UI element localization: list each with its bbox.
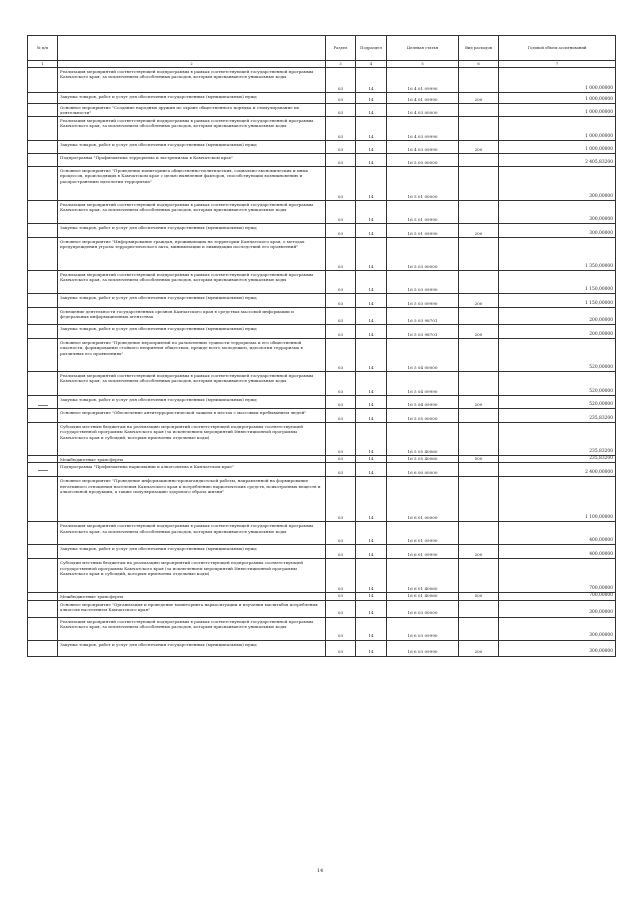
cell-podrazdel: 14 bbox=[356, 271, 387, 294]
cell-num bbox=[28, 308, 58, 325]
cell-num bbox=[28, 593, 58, 600]
cell-num bbox=[28, 167, 58, 201]
cell-obem: 1 000,00000 bbox=[499, 68, 616, 93]
cell-razdel: 03 bbox=[326, 559, 356, 593]
table-row bbox=[28, 396, 616, 409]
cell-razdel: 03 bbox=[326, 238, 356, 271]
cell-obem: 400,00000 bbox=[499, 545, 616, 559]
cell-vid: 200 bbox=[459, 294, 499, 308]
cell-podrazdel: 14 bbox=[356, 456, 387, 463]
cell-vid: 200 bbox=[459, 141, 499, 154]
cell-razdel: 03 bbox=[326, 224, 356, 238]
cell-tsel: 16 5 01 09990 bbox=[387, 201, 459, 224]
cell-podrazdel: 14 bbox=[356, 154, 387, 167]
cell-razdel: 03 bbox=[326, 396, 356, 409]
table-row bbox=[28, 463, 616, 477]
margin-mark bbox=[38, 405, 48, 406]
cell-vid bbox=[459, 600, 499, 617]
table-row bbox=[28, 593, 616, 600]
cell-vid bbox=[459, 339, 499, 372]
cell-name: Подпрограмма "Профилактика наркомании и алкоголизма в Камчатском крае" bbox=[58, 463, 326, 477]
cell-podrazdel: 14 bbox=[356, 117, 387, 141]
table-row bbox=[28, 456, 616, 463]
cell-vid: 200 bbox=[459, 640, 499, 656]
cell-podrazdel: 14 bbox=[356, 600, 387, 617]
cell-num bbox=[28, 409, 58, 423]
cell-obem: 235,83200 bbox=[499, 423, 616, 456]
cell-razdel: 03 bbox=[326, 201, 356, 224]
cell-vid bbox=[459, 68, 499, 93]
cell-obem: 1 000,00000 bbox=[499, 117, 616, 141]
table-row bbox=[28, 224, 616, 238]
cell-num bbox=[28, 423, 58, 456]
cell-podrazdel: 14 bbox=[356, 308, 387, 325]
header-vid: Вид расходов bbox=[459, 36, 499, 61]
cell-vid bbox=[459, 308, 499, 325]
table-row bbox=[28, 559, 616, 593]
cell-obem: 700,00000 bbox=[499, 559, 616, 593]
cell-num bbox=[28, 117, 58, 141]
cell-num bbox=[28, 600, 58, 617]
cell-tsel: 16 4 01 09990 bbox=[387, 68, 459, 93]
cell-vid bbox=[459, 167, 499, 201]
cell-razdel: 03 bbox=[326, 456, 356, 463]
cell-razdel: 03 bbox=[326, 593, 356, 600]
cell-razdel: 03 bbox=[326, 141, 356, 154]
cell-tsel: 16 5 04 09990 bbox=[387, 372, 459, 396]
table-row bbox=[28, 117, 616, 141]
header-tsel: Целевая статья bbox=[387, 36, 459, 61]
cell-tsel: 16 4 01 09990 bbox=[387, 93, 459, 104]
cell-vid bbox=[459, 559, 499, 593]
cell-num bbox=[28, 238, 58, 271]
cell-num bbox=[28, 477, 58, 522]
cell-razdel: 03 bbox=[326, 93, 356, 104]
header-num: № п/п bbox=[28, 36, 58, 61]
cell-name: Закупка товаров, работ и услуг для обеспечения государственных (муниципальных) нужд bbox=[58, 640, 326, 656]
table-row bbox=[28, 339, 616, 372]
table-row bbox=[28, 617, 616, 640]
table-row bbox=[28, 68, 616, 93]
header-name bbox=[58, 36, 326, 61]
cell-tsel: 16 5 05 00000 bbox=[387, 409, 459, 423]
cell-obem: 2 400,00000 bbox=[499, 463, 616, 477]
cell-tsel: 16 5 00 00000 bbox=[387, 154, 459, 167]
table-row bbox=[28, 522, 616, 545]
cell-vid: 200 bbox=[459, 224, 499, 238]
cell-obem: 200,00000 bbox=[499, 325, 616, 339]
column-index-row bbox=[28, 61, 616, 68]
cell-razdel: 03 bbox=[326, 423, 356, 456]
cell-vid bbox=[459, 617, 499, 640]
cell-num bbox=[28, 559, 58, 593]
header-row bbox=[28, 36, 616, 61]
cell-name: Освещение деятельности государственных органов Камчатского края в средствах массовой информации и федеральных информационных агентствах bbox=[58, 308, 326, 325]
cell-razdel: 03 bbox=[326, 477, 356, 522]
cell-obem: 200,00000 bbox=[499, 308, 616, 325]
cell-razdel: 03 bbox=[326, 104, 356, 117]
cell-razdel: 03 bbox=[326, 409, 356, 423]
cell-vid bbox=[459, 522, 499, 545]
cell-num bbox=[28, 396, 58, 409]
cell-podrazdel: 14 bbox=[356, 201, 387, 224]
cell-vid bbox=[459, 271, 499, 294]
cell-obem: 1 150,00000 bbox=[499, 294, 616, 308]
table-row bbox=[28, 141, 616, 154]
cell-podrazdel: 14 bbox=[356, 396, 387, 409]
table-row bbox=[28, 325, 616, 339]
cell-podrazdel: 14 bbox=[356, 224, 387, 238]
column-index: 5 bbox=[387, 61, 459, 68]
cell-vid: 200 bbox=[459, 93, 499, 104]
table-row bbox=[28, 271, 616, 294]
budget-table bbox=[27, 35, 616, 657]
cell-vid bbox=[459, 201, 499, 224]
cell-vid bbox=[459, 477, 499, 522]
cell-obem: 520,00000 bbox=[499, 396, 616, 409]
cell-razdel: 03 bbox=[326, 154, 356, 167]
cell-name: Реализация мероприятий соответствующей подпрограммы в рамках соответствующей государственной программы Камчатского края, за исключением обособленных расходов, которым присваиваются уникальные коды bbox=[58, 372, 326, 396]
table-row bbox=[28, 238, 616, 271]
cell-tsel: 16 5 04 09990 bbox=[387, 396, 459, 409]
header-razdel: Раздел bbox=[326, 36, 356, 61]
table-row bbox=[28, 545, 616, 559]
cell-name: Реализация мероприятий соответствующей подпрограммы в рамках соответствующей государственной программы Камчатского края, за исключением обособленных расходов, которым присваиваются уникальные коды bbox=[58, 617, 326, 640]
cell-vid: 200 bbox=[459, 396, 499, 409]
cell-podrazdel: 14 bbox=[356, 559, 387, 593]
table-row bbox=[28, 104, 616, 117]
cell-name: Реализация мероприятий соответствующей подпрограммы в рамках соответствующей государственной программы Камчатского края, за исключением обособленных расходов, которым присваиваются уникальные коды bbox=[58, 117, 326, 141]
column-index: 4 bbox=[356, 61, 387, 68]
cell-tsel: 16 6 03 00000 bbox=[387, 600, 459, 617]
cell-podrazdel: 14 bbox=[356, 294, 387, 308]
cell-obem: 700,00000 bbox=[499, 593, 616, 600]
cell-name: Основное мероприятие "Проведение мониторинга общественно-политических, социально-экономических и иных процессов, происходящих в Камчатском крае с целью выявления факторов, способствующих возникновению и распространению идеологии терроризма" bbox=[58, 167, 326, 201]
cell-obem: 300,00000 bbox=[499, 617, 616, 640]
cell-tsel: 16 6 01 09990 bbox=[387, 545, 459, 559]
cell-name: Основное мероприятие "Создание народных дружин по охране общественного порядка и стимулирование их деятельности" bbox=[58, 104, 326, 117]
cell-vid bbox=[459, 154, 499, 167]
cell-vid: 200 bbox=[459, 545, 499, 559]
margin-mark bbox=[38, 470, 48, 471]
table-row bbox=[28, 201, 616, 224]
cell-obem: 1 000,00000 bbox=[499, 141, 616, 154]
cell-razdel: 03 bbox=[326, 522, 356, 545]
cell-podrazdel: 14 bbox=[356, 640, 387, 656]
cell-obem: 300,00000 bbox=[499, 224, 616, 238]
cell-obem: 300,00000 bbox=[499, 600, 616, 617]
cell-obem: 520,00000 bbox=[499, 339, 616, 372]
cell-podrazdel: 14 bbox=[356, 617, 387, 640]
table-row bbox=[28, 308, 616, 325]
cell-tsel: 16 4 03 00000 bbox=[387, 104, 459, 117]
cell-num bbox=[28, 294, 58, 308]
cell-obem: 300,00000 bbox=[499, 167, 616, 201]
cell-vid: 200 bbox=[459, 325, 499, 339]
cell-vid bbox=[459, 104, 499, 117]
cell-podrazdel: 14 bbox=[356, 141, 387, 154]
cell-num bbox=[28, 640, 58, 656]
cell-tsel: 16 5 01 09990 bbox=[387, 224, 459, 238]
cell-razdel: 03 bbox=[326, 372, 356, 396]
cell-razdel: 03 bbox=[326, 117, 356, 141]
cell-razdel: 03 bbox=[326, 617, 356, 640]
cell-razdel: 03 bbox=[326, 463, 356, 477]
cell-tsel: 16 5 03 09990 bbox=[387, 294, 459, 308]
cell-razdel: 03 bbox=[326, 600, 356, 617]
table-row bbox=[28, 423, 616, 456]
cell-num bbox=[28, 339, 58, 372]
table-row bbox=[28, 409, 616, 423]
header-obem: Годовой объем ассигнований bbox=[499, 36, 616, 61]
cell-vid bbox=[459, 372, 499, 396]
cell-name: Основное мероприятие "Обеспечение антитеррористической защиты в местах с массовым пребыванием людей" bbox=[58, 409, 326, 423]
table-row bbox=[28, 372, 616, 396]
cell-name: Основное мероприятие "Организация и проведение мониторинга наркоситуации и изучения масштабов потребления алкоголя населением Камчатского края" bbox=[58, 600, 326, 617]
cell-name: Межбюджетные трансферты bbox=[58, 593, 326, 600]
cell-name: Основное мероприятие "Информирование граждан, проживающих на территории Камчатского края, о методах предупреждения угрозы террористического акта, минимизации и ликвидации последствий его проявлений" bbox=[58, 238, 326, 271]
cell-podrazdel: 14 bbox=[356, 477, 387, 522]
cell-tsel: 16 6 01 40060 bbox=[387, 593, 459, 600]
cell-razdel: 03 bbox=[326, 640, 356, 656]
cell-tsel: 16 5 03 98701 bbox=[387, 325, 459, 339]
cell-name: Закупка товаров, работ и услуг для обеспечения государственных (муниципальных) нужд bbox=[58, 294, 326, 308]
cell-podrazdel: 14 bbox=[356, 104, 387, 117]
table-row bbox=[28, 154, 616, 167]
cell-razdel: 03 bbox=[326, 271, 356, 294]
cell-podrazdel: 14 bbox=[356, 372, 387, 396]
cell-tsel: 16 5 03 98701 bbox=[387, 308, 459, 325]
cell-obem: 400,00000 bbox=[499, 522, 616, 545]
cell-razdel: 03 bbox=[326, 294, 356, 308]
cell-tsel: 16 5 04 00000 bbox=[387, 339, 459, 372]
cell-obem: 520,00000 bbox=[499, 372, 616, 396]
header-podrazdel: Подраздел bbox=[356, 36, 387, 61]
cell-name: Закупка товаров, работ и услуг для обеспечения государственных (муниципальных) нужд bbox=[58, 141, 326, 154]
cell-podrazdel: 14 bbox=[356, 339, 387, 372]
cell-podrazdel: 14 bbox=[356, 522, 387, 545]
cell-podrazdel: 14 bbox=[356, 545, 387, 559]
table-row bbox=[28, 600, 616, 617]
cell-vid: 500 bbox=[459, 456, 499, 463]
cell-razdel: 03 bbox=[326, 167, 356, 201]
cell-num bbox=[28, 154, 58, 167]
column-index: 3 bbox=[326, 61, 356, 68]
cell-vid: 500 bbox=[459, 593, 499, 600]
cell-obem: 1 100,00000 bbox=[499, 477, 616, 522]
cell-podrazdel: 14 bbox=[356, 423, 387, 456]
table-row bbox=[28, 640, 616, 656]
cell-name: Подпрограмма "Профилактика терроризма и экстремизма в Камчатском крае" bbox=[58, 154, 326, 167]
cell-tsel: 16 5 05 40060 bbox=[387, 456, 459, 463]
cell-podrazdel: 14 bbox=[356, 593, 387, 600]
cell-tsel: 16 6 00 00000 bbox=[387, 463, 459, 477]
cell-obem: 300,00000 bbox=[499, 201, 616, 224]
cell-num bbox=[28, 93, 58, 104]
cell-vid bbox=[459, 238, 499, 271]
cell-tsel: 16 5 03 00000 bbox=[387, 238, 459, 271]
cell-tsel: 16 6 01 09990 bbox=[387, 522, 459, 545]
cell-name: Основное мероприятие "Проведение информационно-пропагандистской работы, направленной на формирование негативного отношения населения Камчатского края к потреблению наркотических средств, психотропных веществ и алкогольной продукции, а также популяризацию здорового образа жизни" bbox=[58, 477, 326, 522]
cell-vid bbox=[459, 423, 499, 456]
cell-num bbox=[28, 522, 58, 545]
table-body bbox=[28, 68, 616, 657]
cell-name: Закупка товаров, работ и услуг для обеспечения государственных (муниципальных) нужд bbox=[58, 396, 326, 409]
cell-name: Закупка товаров, работ и услуг для обеспечения государственных (муниципальных) нужд bbox=[58, 93, 326, 104]
cell-num bbox=[28, 617, 58, 640]
column-index: 6 bbox=[459, 61, 499, 68]
column-index: 7 bbox=[499, 61, 616, 68]
cell-num bbox=[28, 545, 58, 559]
cell-podrazdel: 14 bbox=[356, 325, 387, 339]
page-number: 14 bbox=[316, 868, 324, 874]
cell-num bbox=[28, 224, 58, 238]
cell-obem: 300,00000 bbox=[499, 640, 616, 656]
cell-name: Реализация мероприятий соответствующей подпрограммы в рамках соответствующей государственной программы Камчатского края, за исключением обособленных расходов, которым присваиваются уникальные коды bbox=[58, 201, 326, 224]
cell-name: Реализация мероприятий соответствующей подпрограммы в рамках соответствующей государственной программы Камчатского края, за исключением обособленных расходов, которым присваиваются уникальные коды bbox=[58, 68, 326, 93]
cell-tsel: 16 6 01 00000 bbox=[387, 477, 459, 522]
cell-name: Закупка товаров, работ и услуг для обеспечения государственных (муниципальных) нужд bbox=[58, 224, 326, 238]
cell-razdel: 03 bbox=[326, 545, 356, 559]
cell-name: Реализация мероприятий соответствующей подпрограммы в рамках соответствующей государственной программы Камчатского края, за исключением обособленных расходов, которым присваиваются уникальные коды bbox=[58, 522, 326, 545]
budget-sheet bbox=[27, 35, 615, 657]
cell-razdel: 03 bbox=[326, 308, 356, 325]
cell-podrazdel: 14 bbox=[356, 238, 387, 271]
cell-obem: 1 000,00000 bbox=[499, 104, 616, 117]
cell-tsel: 16 4 03 09990 bbox=[387, 117, 459, 141]
cell-obem: 2 405,83200 bbox=[499, 154, 616, 167]
cell-razdel: 03 bbox=[326, 68, 356, 93]
cell-name: Реализация мероприятий соответствующей подпрограммы в рамках соответствующей государственной программы Камчатского края, за исключением обособленных расходов, которым присваиваются уникальные коды bbox=[58, 271, 326, 294]
cell-name: Межбюджетные трансферты bbox=[58, 456, 326, 463]
table-row bbox=[28, 477, 616, 522]
cell-num bbox=[28, 325, 58, 339]
cell-obem: 1 000,00000 bbox=[499, 93, 616, 104]
cell-tsel: 16 5 01 00000 bbox=[387, 167, 459, 201]
cell-name: Субсидии местным бюджетам на реализацию мероприятий соответствующей подпрограммы соответствующей государственной программы Камчатского края (за исключением мероприятий Инвестиционной программы Камчатского края и субсидий, которым присвоены отдельные коды) bbox=[58, 559, 326, 593]
cell-vid bbox=[459, 117, 499, 141]
cell-num bbox=[28, 201, 58, 224]
table-row bbox=[28, 167, 616, 201]
column-index: 1 bbox=[28, 61, 58, 68]
cell-razdel: 03 bbox=[326, 325, 356, 339]
cell-tsel: 16 6 01 40060 bbox=[387, 559, 459, 593]
cell-num bbox=[28, 372, 58, 396]
cell-num bbox=[28, 68, 58, 93]
cell-podrazdel: 14 bbox=[356, 167, 387, 201]
cell-podrazdel: 14 bbox=[356, 409, 387, 423]
table-row bbox=[28, 294, 616, 308]
cell-obem: 1 150,00000 bbox=[499, 271, 616, 294]
cell-num bbox=[28, 141, 58, 154]
column-index: 2 bbox=[58, 61, 326, 68]
cell-name: Закупка товаров, работ и услуг для обеспечения государственных (муниципальных) нужд bbox=[58, 325, 326, 339]
cell-tsel: 16 6 03 09990 bbox=[387, 617, 459, 640]
cell-obem: 1 350,00000 bbox=[499, 238, 616, 271]
cell-obem: 235,83200 bbox=[499, 456, 616, 463]
cell-name: Закупка товаров, работ и услуг для обеспечения государственных (муниципальных) нужд bbox=[58, 545, 326, 559]
cell-tsel: 16 5 05 40060 bbox=[387, 423, 459, 456]
cell-podrazdel: 14 bbox=[356, 68, 387, 93]
cell-vid bbox=[459, 463, 499, 477]
cell-name: Основное мероприятие "Проведение мероприятий по разъяснению сущности терроризма и его общественной опасности, формированию стойкого неприятия обществом, прежде всего молодежью, идеологии терроризма в различных его проявлениях" bbox=[58, 339, 326, 372]
cell-name: Субсидии местным бюджетам на реализацию мероприятий соответствующей подпрограммы соответствующей государственной программы Камчатского края (за исключением мероприятий Инвестиционной программы Камчатского края и субсидий, которым присвоены отдельные коды) bbox=[58, 423, 326, 456]
cell-num bbox=[28, 456, 58, 463]
table-row bbox=[28, 93, 616, 104]
cell-num bbox=[28, 271, 58, 294]
cell-tsel: 16 5 03 09990 bbox=[387, 271, 459, 294]
cell-tsel: 16 4 03 09990 bbox=[387, 141, 459, 154]
cell-podrazdel: 14 bbox=[356, 463, 387, 477]
cell-obem: 235,83200 bbox=[499, 409, 616, 423]
cell-vid bbox=[459, 409, 499, 423]
cell-podrazdel: 14 bbox=[356, 93, 387, 104]
cell-num bbox=[28, 104, 58, 117]
cell-tsel: 16 6 03 09990 bbox=[387, 640, 459, 656]
cell-razdel: 03 bbox=[326, 339, 356, 372]
